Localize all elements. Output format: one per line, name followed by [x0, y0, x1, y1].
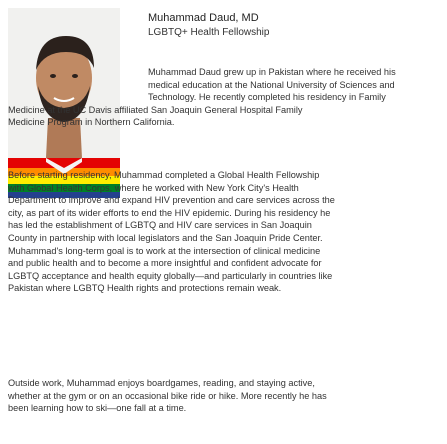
bio-line: medical education at the National University of Sciences and — [148, 79, 395, 90]
bio-line: with Global Health Corps, where he worked with New York City's Health — [8, 182, 299, 193]
profile-name: Muhammad Daud, MD — [148, 12, 259, 24]
bio-line: Before starting residency, Muhammad completed a Global Health Fellowship — [8, 170, 320, 180]
bio-paragraph-2 — [8, 169, 440, 295]
bio-line: whether at the gym or on an occasional bike ride or hike. More recently he has — [8, 390, 327, 401]
bio-line: Muhammad Daud grew up in Pakistan where he received his — [148, 67, 396, 77]
bio-line: Muhammad's long-term goal is to work at the intersection of clinical medicine — [8, 245, 321, 256]
bio-line: and public health and to become a more insightful and confident advocate for — [8, 258, 322, 269]
bio-line: city, as part of its wider efforts to end the HIV epidemic. During his residency he — [8, 207, 331, 218]
bio-line: been learning how to ski—one fall at a time. — [8, 403, 187, 414]
bio-line: Medicine at the UC Davis affiliated San Joaquin General Hospital Family — [8, 104, 303, 115]
bio-paragraph-1 — [8, 66, 440, 129]
bio-line: has led the establishment of LGBTQ and HIV care services in San Joaquin — [8, 220, 312, 231]
bio-line: County in partnership with local legislators and the San Joaquin Pride Center. — [8, 232, 323, 243]
bio-line: Medicine Program in Northern California. — [8, 117, 175, 128]
fellowship-title: LGBTQ+ Health Fellowship — [148, 27, 270, 38]
bio-line: Department to improve and expand HIV prevention and care services across the — [8, 195, 335, 206]
bio-line: Outside work, Muhammad enjoys boardgames, reading, and staying active, — [8, 378, 315, 388]
bio-line: Pakistan where LGBTQ Health rights and protections remain weak. — [8, 283, 282, 294]
bio-paragraph-3 — [8, 377, 440, 415]
bio-line: Technology. He recently completed his residency in Family — [148, 92, 386, 103]
bio-line: LGBTQ acceptance and health equity globally—and particularly in countries like — [8, 270, 333, 281]
